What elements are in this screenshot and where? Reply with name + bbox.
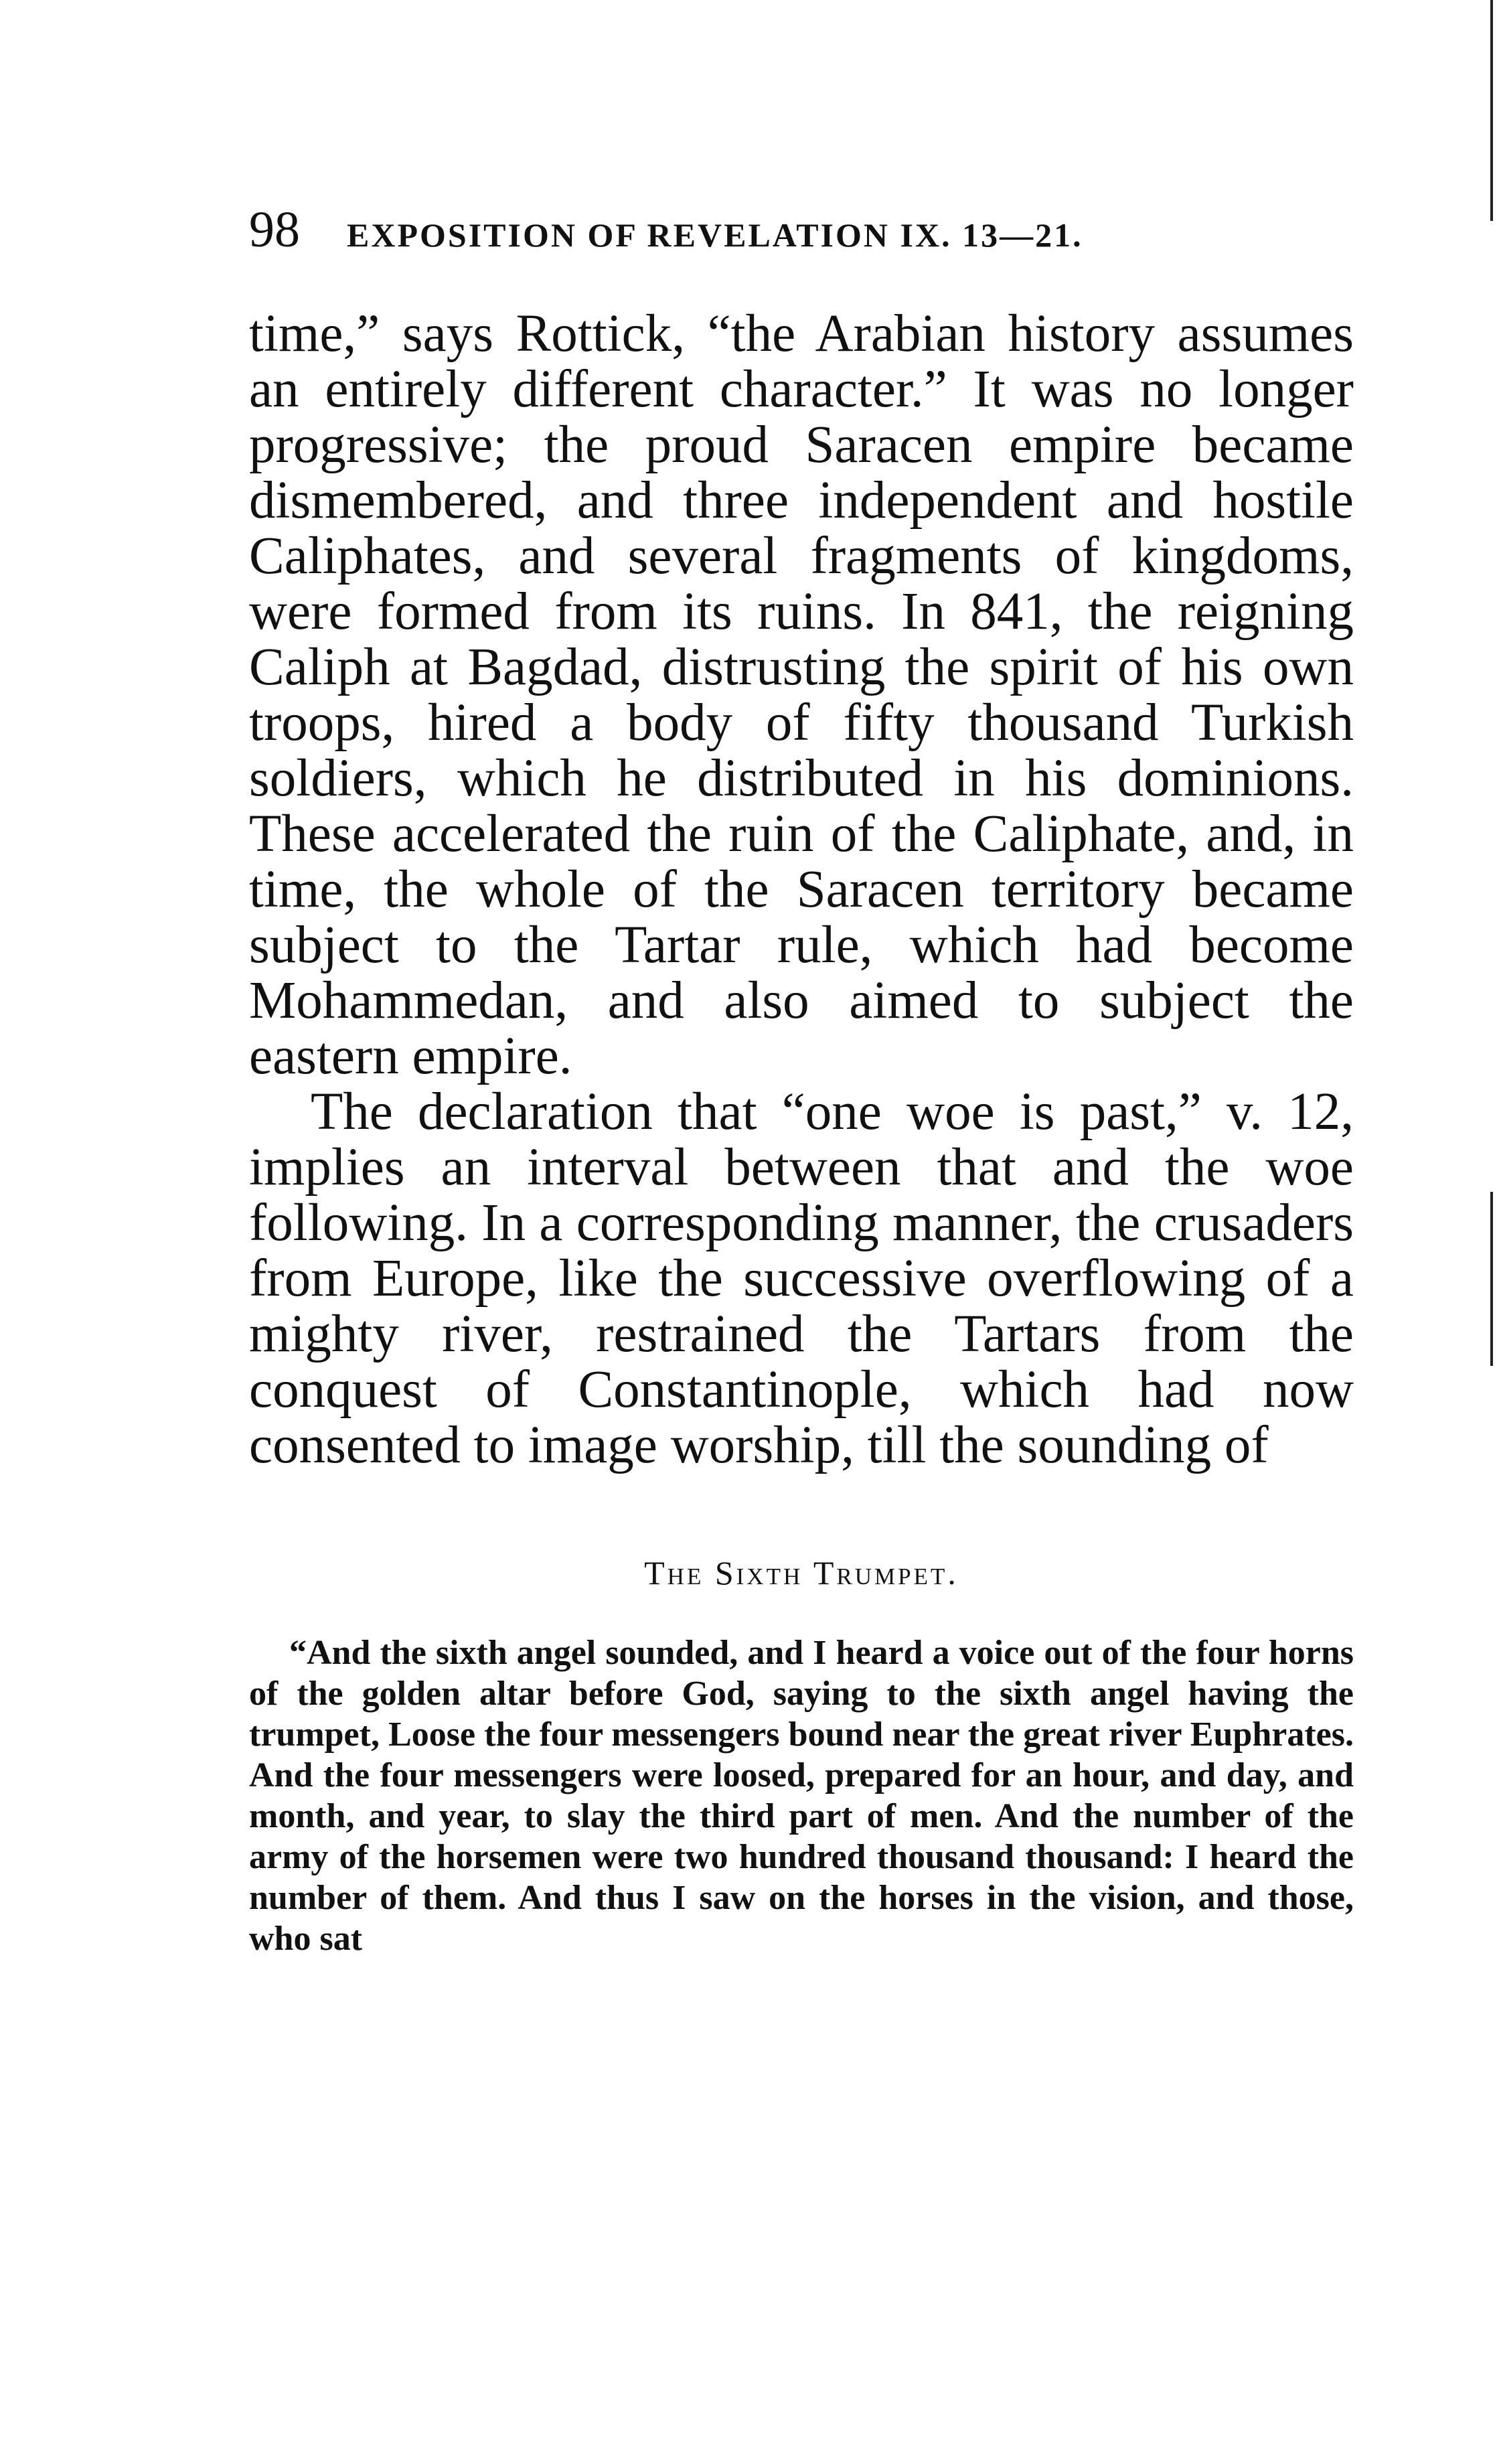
running-head — [249, 201, 1354, 259]
scan-edge-mark — [1490, 0, 1493, 221]
book-page — [249, 201, 1354, 1959]
section-heading: The Sixth Trumpet. — [644, 1554, 959, 1592]
paragraph-1: time,” says Rottick, “the Arabian history assumes an entirely different character.” It was no longer progressive; the proud Saracen empire became dismembered, and three independent and hostile Caliphates, and several fragments of kingdoms, were formed from its ruins. In 841, the reigning Caliph at Bagdad, distrusting the spirit of his own troops, hired a body of fifty thousand Turkish soldiers, which he distributed in his dominions. These accelerated the ruin of the Caliphate, and, in time, the whole of the Saracen territory became subject to the Tartar rule, which had become Mohammedan, and also aimed to subject the eastern empire. — [249, 305, 1354, 1085]
scripture-quote — [249, 1632, 1354, 1959]
scripture-text: “And the sixth angel sounded, and I heard a voice out of the four horns of the golden altar before God, saying to the sixth angel having the trumpet, Loose the four messengers bound near the great river Euphrates. And the four messengers were loosed, prepared for an hour, and day, and month, and year, to slay the third part of men. And the number of the army of the horsemen were two hundred thousand thousand: I heard the number of them. And thus I saw on the horses in the vision, and those, who sat — [249, 1634, 1354, 1958]
running-title: EXPOSITION OF REVELATION IX. 13—21. — [347, 216, 1083, 254]
body-text — [249, 306, 1354, 1473]
scan-edge-mark — [1490, 1192, 1493, 1366]
paragraph-2: The declaration that “one woe is past,” v. 12, implies an interval between that and the woe following. In a corresponding manner, the crusaders from Europe, like the successive overflowing of a mighty river, restrained the Tartars from the conquest of Constantinople, which had now consented to image worship, till the sounding of — [249, 1083, 1354, 1474]
page-number: 98 — [249, 202, 300, 258]
